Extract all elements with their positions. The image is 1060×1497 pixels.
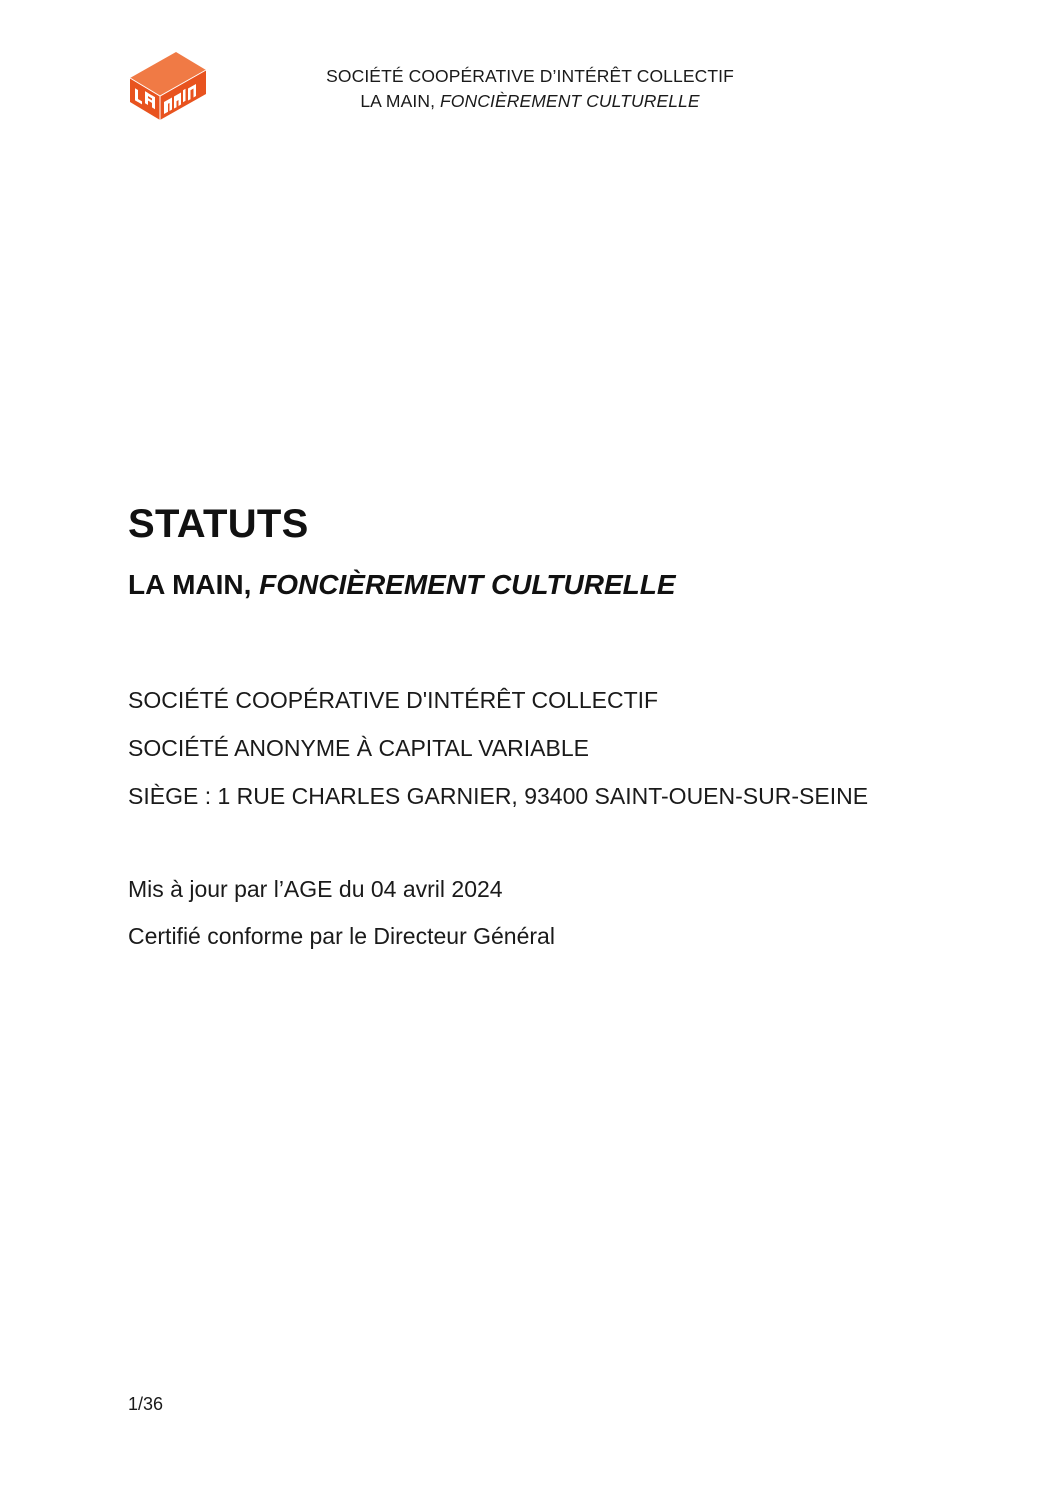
update-info — [128, 866, 555, 960]
header-line-2 — [300, 89, 760, 114]
header-line-2-italic: FONCIÈREMENT CULTURELLE — [440, 91, 700, 111]
subtitle-italic: FONCIÈREMENT CULTURELLE — [259, 569, 676, 600]
company-form: SOCIÉTÉ ANONYME À CAPITAL VARIABLE — [128, 735, 589, 761]
header-line-2-plain: LA MAIN, — [360, 91, 441, 111]
subtitle-plain: LA MAIN, — [128, 569, 260, 600]
document-subtitle — [128, 568, 676, 602]
la-main-logo — [128, 50, 208, 122]
page-number: 1/36 — [128, 1394, 164, 1414]
document-header — [300, 64, 760, 114]
certification-note: Certifié conforme par le Directeur Général — [128, 923, 555, 949]
company-address: SIÈGE : 1 RUE CHARLES GARNIER, 93400 SAINT-OUEN-SUR-SEINE — [128, 783, 869, 809]
header-line-1: SOCIÉTÉ COOPÉRATIVE D’INTÉRÊT COLLECTIF — [326, 66, 734, 86]
company-type: SOCIÉTÉ COOPÉRATIVE D'INTÉRÊT COLLECTIF — [128, 687, 659, 713]
document-title: STATUTS — [128, 502, 309, 546]
company-info — [128, 676, 868, 820]
update-date: Mis à jour par l’AGE du 04 avril 2024 — [128, 876, 503, 902]
